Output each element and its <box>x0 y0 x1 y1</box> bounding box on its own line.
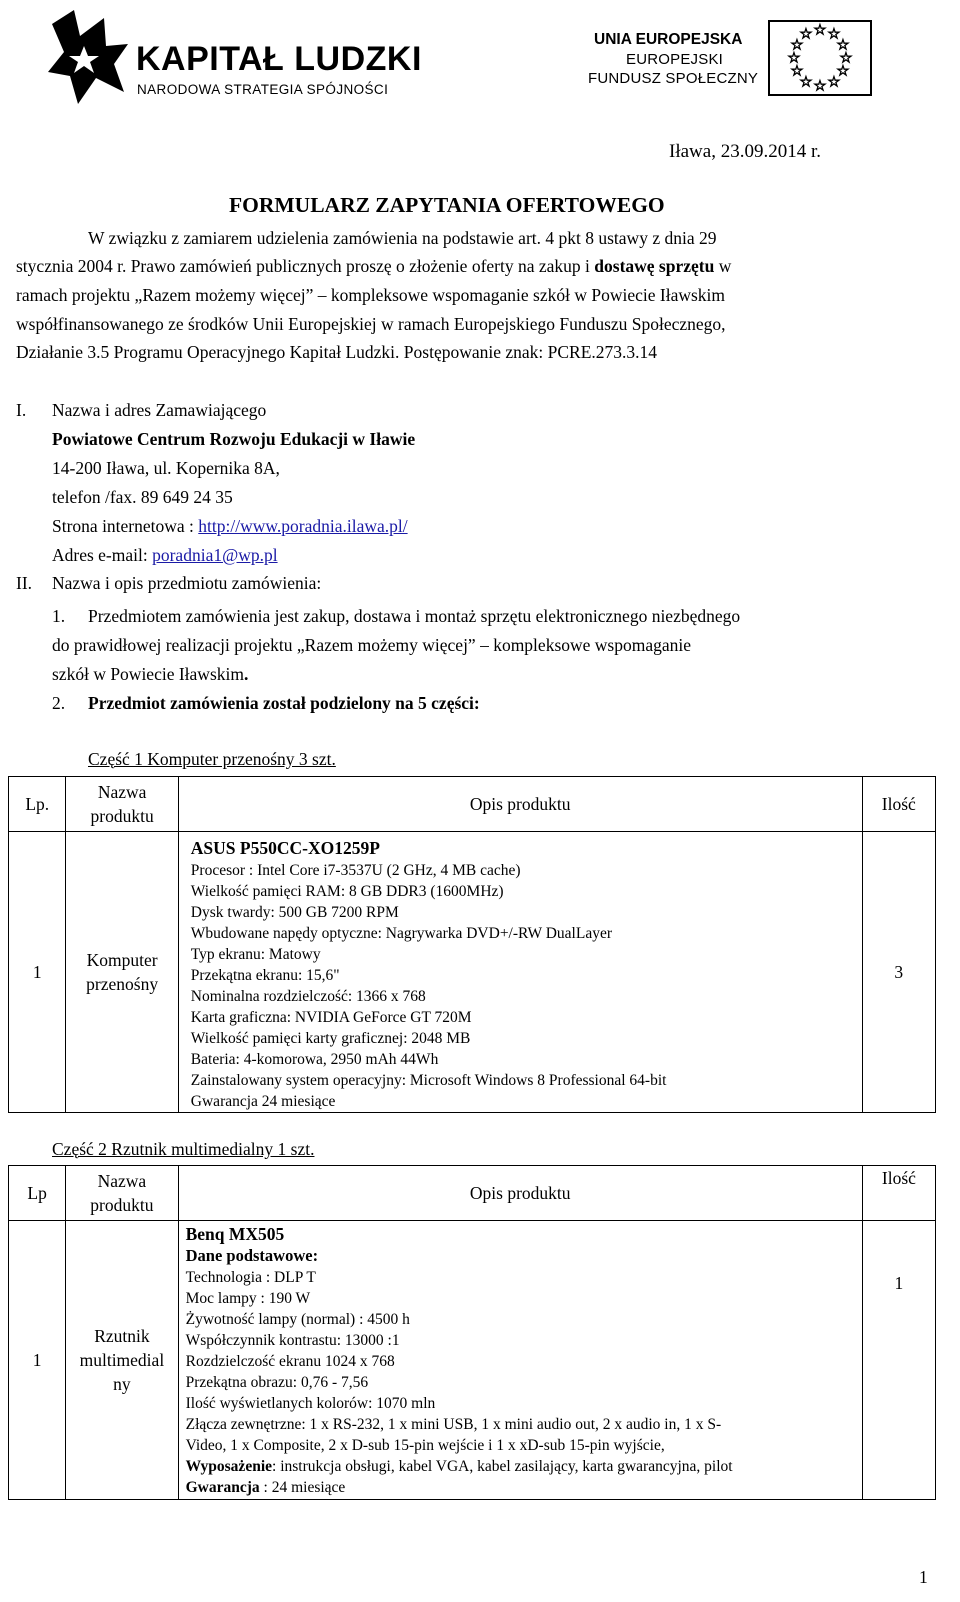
svg-text:★: ★ <box>814 23 826 38</box>
spec-item: Moc lampy : 190 W <box>185 1290 311 1307</box>
row-description <box>178 1221 862 1500</box>
header-name: Nazwa produktu <box>66 777 178 832</box>
item-2-text: Przedmiot zamówienia został podzielony na 5 części: <box>88 693 480 713</box>
kapital-ludzki-emblem-icon <box>44 6 134 106</box>
spec-item: Przekątna ekranu: 15,6" <box>190 967 340 984</box>
row-product-name: Komputer przenośny <box>66 832 178 1113</box>
organization-name: Powiatowe Centrum Rozwoju Edukacji w Iławie <box>52 429 416 449</box>
header-name: Nazwa produktu <box>66 1166 178 1221</box>
table-header-row <box>9 1166 936 1221</box>
row-lp: 1 <box>9 832 66 1113</box>
svg-text:★: ★ <box>814 79 826 94</box>
table-row <box>9 1221 936 1500</box>
kapital-ludzki-title: KAPITAŁ LUDZKI <box>136 40 422 78</box>
item-1-line-2: do prawidłowej realizacji projektu „Razem możemy więcej” – kompleksowe wspomaganie <box>52 635 692 655</box>
email-link[interactable]: poradnia1@wp.pl <box>152 545 278 565</box>
svg-text:★: ★ <box>800 27 812 42</box>
svg-text:★: ★ <box>791 64 803 79</box>
document-date: Iława, 23.09.2014 r. <box>669 141 821 162</box>
spec-item: Złącza zewnętrzne: 1 x RS-232, 1 x mini USB, 1 x mini audio out, 2 x audio in, 1 x S- <box>185 1416 722 1433</box>
spec-item: Wbudowane napędy optyczne: Nagrywarka DVD+/-RW DualLayer <box>190 925 613 942</box>
section-1-heading: Nazwa i adres Zamawiającego <box>52 400 267 420</box>
spec-list <box>186 1267 862 1456</box>
table-header-row <box>9 777 936 832</box>
part-1-table <box>8 776 936 1113</box>
page-number: 1 <box>919 1567 928 1587</box>
eu-flag-icon <box>768 20 872 96</box>
item-1-line-1: Przedmiotem zamówienia jest zakup, dostawa i montaż sprzętu elektronicznego niezbędnego <box>88 606 741 626</box>
part-1-heading: Część 1 Komputer przenośny 3 szt. <box>88 749 336 769</box>
section-2-heading: Nazwa i opis przedmiotu zamówienia: <box>52 573 322 593</box>
eu-logo-line1: UNIA EUROPEJSKA <box>594 31 743 48</box>
row-product-name: Rzutnik multimedial ny <box>66 1221 178 1500</box>
spec-item: Gwarancja 24 miesiące <box>190 1093 336 1110</box>
svg-text:★: ★ <box>828 27 840 42</box>
svg-text:★: ★ <box>788 51 800 66</box>
spec-item: Żywotność lampy (normal) : 4500 h <box>185 1311 410 1328</box>
svg-text:★: ★ <box>791 38 803 53</box>
part-2-heading: Część 2 Rzutnik multimedialny 1 szt. <box>52 1139 315 1159</box>
spec-list <box>191 860 862 1112</box>
spec-item: Wielkość pamięci karty graficznej: 2048 MB <box>190 1030 471 1047</box>
item-2-number: 2. <box>52 693 66 713</box>
spec-item: Zainstalowany system operacyjny: Microsoft Windows 8 Professional 64-bit <box>190 1072 667 1089</box>
organization-phone: telefon /fax. 89 649 24 35 <box>52 487 233 507</box>
spec-item: Ilość wyświetlanych kolorów: 1070 mln <box>185 1395 436 1412</box>
eu-logo-line2: EUROPEJSKI <box>626 51 724 68</box>
intro-line-2: stycznia 2004 r. Prawo zamówień publicznych proszę o złożenie oferty na zakup i dostawę sprzętu w <box>16 256 732 276</box>
spec-item: Technologia : DLP T <box>185 1269 316 1286</box>
table-row <box>9 832 936 1113</box>
organization-website-line: Strona internetowa : http://www.poradnia.ilawa.pl/ <box>52 516 408 536</box>
warranty-line: Gwarancja : 24 miesiące <box>185 1479 346 1496</box>
header-description: Opis produktu <box>178 777 862 832</box>
basic-data-label: Dane podstawowe: <box>185 1246 319 1265</box>
spec-item: Dysk twardy: 500 GB 7200 RPM <box>190 904 399 921</box>
spec-item: Przekątna obrazu: 0,76 - 7,56 <box>185 1374 369 1391</box>
intro-line-5: Działanie 3.5 Programu Operacyjnego Kapitał Ludzki. Postępowanie znak: PCRE.273.3.14 <box>16 342 658 362</box>
svg-text:★: ★ <box>837 64 849 79</box>
spec-item: Bateria: 4-komorowa, 2950 mAh 44Wh <box>190 1051 439 1068</box>
part-2-table <box>8 1165 936 1500</box>
spec-item: Nominalna rozdzielczość: 1366 x 768 <box>190 988 426 1005</box>
spec-item: Typ ekranu: Matowy <box>190 946 321 963</box>
eu-logo-line3: FUNDUSZ SPOŁECZNY <box>588 70 759 87</box>
header-lp: Lp <box>9 1166 66 1221</box>
organization-email-line: Adres e-mail: poradnia1@wp.pl <box>52 545 278 565</box>
svg-text:★: ★ <box>800 75 812 90</box>
row-quantity: 1 <box>862 1221 935 1500</box>
header-quantity: Ilość <box>862 777 935 832</box>
kapital-ludzki-subtitle: NARODOWA STRATEGIA SPÓJNOŚCI <box>137 82 389 97</box>
section-2-number: II. <box>16 573 33 593</box>
header-description: Opis produktu <box>178 1166 862 1221</box>
spec-item: Karta graficzna: NVIDIA GeForce GT 720M <box>190 1009 472 1026</box>
section-1-number: I. <box>16 400 27 420</box>
item-1-line-3: szkół w Powiecie Iławskim. <box>52 664 249 684</box>
spec-item: Wielkość pamięci RAM: 8 GB DDR3 (1600MHz) <box>190 883 504 900</box>
accessories-line: Wyposażenie: instrukcja obsługi, kabel VGA, kabel zasilający, karta gwarancyjna, pilot <box>185 1458 733 1475</box>
intro-line-1: W związku z zamiarem udzielenia zamówienia na podstawie art. 4 pkt 8 ustawy z dnia 29 <box>88 228 717 248</box>
header-lp: Lp. <box>9 777 66 832</box>
header-quantity: Ilość <box>862 1166 935 1221</box>
intro-line-4: współfinansowanego ze środków Unii Europejskiej w ramach Europejskiego Funduszu Społecznego, <box>16 314 726 334</box>
kapital-ludzki-logo <box>44 6 422 106</box>
product-model: Benq MX505 <box>185 1224 285 1244</box>
spec-item: Rozdzielczość ekranu 1024 x 768 <box>185 1353 395 1370</box>
svg-text:★: ★ <box>840 51 852 66</box>
svg-text:★: ★ <box>828 75 840 90</box>
spec-item: Współczynnik kontrastu: 13000 :1 <box>185 1332 400 1349</box>
item-1-number: 1. <box>52 606 66 626</box>
intro-line-3: ramach projektu „Razem możemy więcej” – kompleksowe wspomaganie szkół w Powiecie Iławskim <box>16 285 726 305</box>
row-lp: 1 <box>9 1221 66 1500</box>
organization-address: 14-200 Iława, ul. Kopernika 8A, <box>52 458 280 478</box>
website-link[interactable]: http://www.poradnia.ilawa.pl/ <box>198 516 408 536</box>
eu-logo <box>586 20 936 110</box>
page-title: FORMULARZ ZAPYTANIA OFERTOWEGO <box>229 193 665 217</box>
row-description <box>178 832 862 1113</box>
svg-text:★: ★ <box>837 38 849 53</box>
spec-item: Video, 1 x Composite, 2 x D-sub 15-pin wejście i 1 x xD-sub 15-pin wyjście, <box>185 1437 665 1454</box>
row-quantity: 3 <box>862 832 935 1113</box>
spec-item: Procesor : Intel Core i7-3537U (2 GHz, 4 MB cache) <box>190 862 521 879</box>
product-model: ASUS P550CC-XO1259P <box>190 838 380 858</box>
